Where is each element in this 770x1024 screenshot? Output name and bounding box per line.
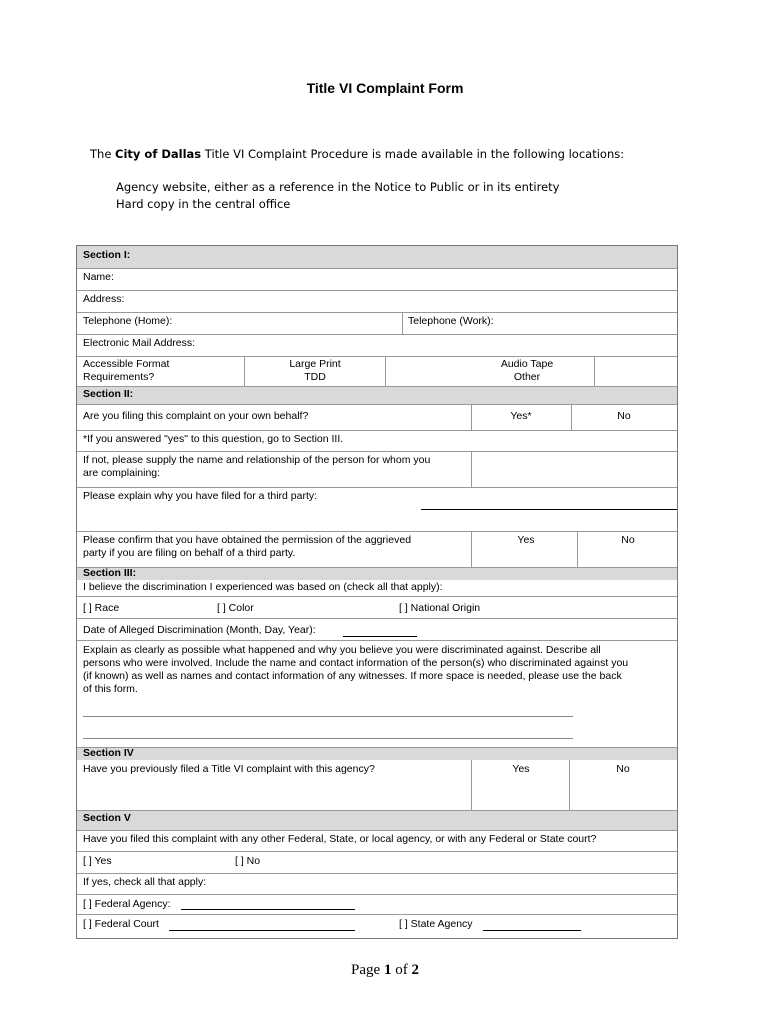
explain-answer-line-1[interactable] (83, 716, 573, 717)
previous-complaint-no: No (616, 763, 630, 775)
tdd-option: TDD (304, 371, 326, 383)
name-relationship-q1: If not, please supply the name and relationship of the person for whom you (83, 454, 431, 466)
color-checkbox[interactable]: [ ] Color (217, 602, 254, 614)
if-yes-label: If yes, check all that apply: (83, 876, 207, 888)
location-item: Agency website, either as a reference in the Notice to Public or in its entirety (116, 180, 560, 194)
basis-question: I believe the discrimination I experienced was based on (check all that apply): (83, 581, 443, 593)
of-word: of (391, 962, 412, 978)
name-relationship-q2: are complaining: (83, 467, 161, 479)
section-4-header: Section IV (83, 747, 134, 759)
date-label: Date of Alleged Discrimination (Month, Day, Year): (83, 624, 316, 636)
intro-city: City of Dallas (115, 147, 202, 161)
section-5-band (77, 810, 677, 830)
section-3-header: Section III: (83, 567, 137, 579)
section-1-header: Section I: (83, 249, 131, 261)
own-behalf-question: Are you filing this complaint on your own behalf? (83, 410, 309, 422)
third-party-question: Please explain why you have filed for a third party: (83, 490, 318, 502)
date-answer-line[interactable] (343, 636, 417, 637)
complaint-form (76, 245, 678, 939)
phone-home-label: Telephone (Home): (83, 315, 173, 327)
own-behalf-yes: Yes* (510, 410, 532, 422)
explain-answer-line-2[interactable] (83, 738, 573, 739)
third-party-answer-line[interactable] (421, 509, 677, 510)
section-2-header: Section II: (83, 388, 134, 400)
explain-line-3: (if known) as well as names and contact information of any witnesses. If more space is needed, please use the back (83, 670, 622, 682)
explain-line-4: of this form. (83, 683, 138, 695)
confirm-no: No (621, 534, 635, 546)
page-number: 1 (383, 962, 392, 978)
page-word: Page (351, 962, 384, 978)
format-label-2: Requirements? (83, 371, 155, 383)
other-option: Other (513, 371, 541, 383)
section-1-band (77, 246, 677, 268)
confirm-yes: Yes (517, 534, 535, 546)
previous-complaint-yes: Yes (512, 763, 530, 775)
other-agency-yes[interactable]: [ ] Yes (83, 855, 112, 867)
explain-line-2: persons who were involved. Include the name and contact information of the person(s) who discriminated against you (83, 657, 629, 669)
federal-court-line[interactable] (169, 930, 355, 931)
other-agency-no[interactable]: [ ] No (235, 855, 261, 867)
intro-prefix: The (90, 147, 116, 161)
phone-work-label: Telephone (Work): (408, 315, 494, 327)
intro-suffix: Title VI Complaint Procedure is made available in the following locations: (201, 147, 625, 161)
national-origin-checkbox[interactable]: [ ] National Origin (399, 602, 481, 614)
confirm-permission-q1: Please confirm that you have obtained the permission of the aggrieved (83, 534, 412, 546)
explain-line-1: Explain as clearly as possible what happened and why you believe you were discriminated against. Describe all (83, 644, 601, 656)
location-item: Hard copy in the central office (116, 197, 291, 211)
state-agency-checkbox[interactable]: [ ] State Agency (399, 918, 473, 930)
state-agency-line[interactable] (483, 930, 581, 931)
large-print-option: Large Print (289, 358, 341, 370)
section-3-band (77, 567, 677, 580)
format-label-1: Accessible Format (83, 358, 170, 370)
federal-agency-checkbox[interactable]: [ ] Federal Agency: (83, 898, 171, 910)
federal-court-checkbox[interactable]: [ ] Federal Court (83, 918, 159, 930)
name-label: Name: (83, 271, 114, 283)
federal-agency-line[interactable] (181, 909, 355, 910)
section-2-band (77, 386, 677, 404)
address-label: Address: (83, 293, 125, 305)
yes-note: *If you answered "yes" to this question, go to Section III. (83, 433, 344, 445)
previous-complaint-question: Have you previously filed a Title VI complaint with this agency? (83, 763, 375, 775)
section-5-header: Section V (83, 812, 131, 824)
audio-tape-option: Audio Tape (500, 358, 554, 370)
page-total: 2 (411, 962, 419, 978)
email-label: Electronic Mail Address: (83, 337, 196, 349)
intro-text (90, 147, 624, 161)
own-behalf-no: No (617, 410, 631, 422)
race-checkbox[interactable]: [ ] Race (83, 602, 120, 614)
other-agency-question: Have you filed this complaint with any other Federal, State, or local agency, or with any Federal or State court? (83, 833, 597, 845)
section-4-band (77, 747, 677, 760)
confirm-permission-q2: party if you are filing on behalf of a third party. (83, 547, 296, 559)
page-footer (0, 962, 770, 979)
form-title: Title VI Complaint Form (306, 80, 464, 96)
